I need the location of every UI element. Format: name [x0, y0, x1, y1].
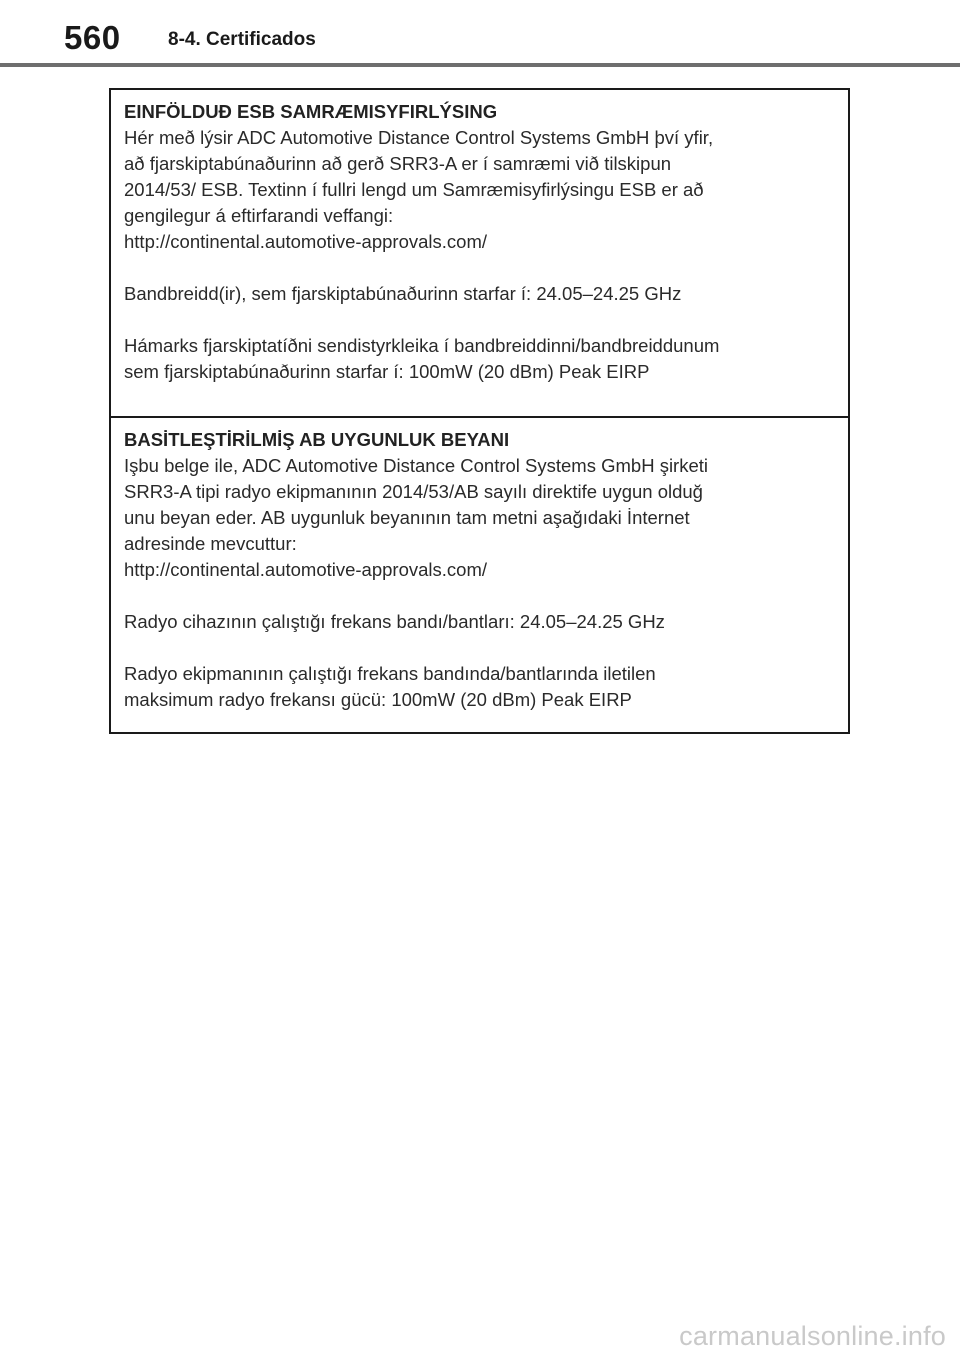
frequency-band-line: Radyo cihazının çalıştığı frekans bandı/bantları: 24.05–24.25 GHz: [124, 611, 665, 632]
declaration-url: http://continental.automotive-approvals.com/: [124, 231, 487, 252]
spacer: [124, 307, 834, 333]
max-power-line: sem fjarskiptabúnaðurinn starfar í: 100mW (20 dBm) Peak EIRP: [124, 361, 650, 382]
declaration-text-line: Hér með lýsir ADC Automotive Distance Control Systems GmbH því yfir,: [124, 127, 714, 148]
declaration-heading: BASİTLEŞTİRİLMİŞ AB UYGUNLUK BEYANI: [124, 429, 510, 450]
header-rule: [0, 63, 960, 67]
section-title: 8-4. Certificados: [168, 29, 316, 50]
page-number: 560: [64, 19, 121, 56]
frequency-band-line: Bandbreidd(ir), sem fjarskiptabúnaðurinn starfar í: 24.05–24.25 GHz: [124, 283, 682, 304]
declaration-heading: EINFÖLDUÐ ESB SAMRÆMISYFIRLÝSING: [124, 101, 498, 122]
spacer: [124, 583, 834, 609]
spacer: [124, 255, 834, 281]
declaration-text-line: adresinde mevcuttur:: [124, 533, 297, 554]
declaration-text-line: SRR3-A tipi radyo ekipmanının 2014/53/AB sayılı direktife uygun olduğ: [124, 481, 703, 502]
declaration-text-line: gengilegur á eftirfarandi veffangi:: [124, 205, 394, 226]
declaration-turkish: [111, 416, 848, 732]
spacer: [124, 635, 834, 661]
max-power-line: Hámarks fjarskiptatíðni sendistyrkleika í bandbreiddinni/bandbreiddunum: [124, 335, 720, 356]
declaration-text-line: unu beyan eder. AB uygunluk beyanının tam metni aşağıdaki İnternet: [124, 507, 690, 528]
declaration-icelandic: [111, 90, 848, 416]
page-header: [0, 0, 960, 68]
watermark: carmanualsonline.info: [679, 1321, 946, 1351]
declaration-text-line: að fjarskiptabúnaðurinn að gerð SRR3-A er í samræmi við tilskipun: [124, 153, 672, 174]
max-power-line: maksimum radyo frekansı gücü: 100mW (20 dBm) Peak EIRP: [124, 689, 632, 710]
max-power-line: Radyo ekipmanının çalıştığı frekans bandında/bantlarında iletilen: [124, 663, 656, 684]
certificate-table: [109, 88, 850, 734]
declaration-text-line: 2014/53/ ESB. Textinn í fullri lengd um Samræmisyfirlýsingu ESB er að: [124, 179, 704, 200]
declaration-url: http://continental.automotive-approvals.com/: [124, 559, 487, 580]
declaration-text-line: Işbu belge ile, ADC Automotive Distance Control Systems GmbH şirketi: [124, 455, 709, 476]
